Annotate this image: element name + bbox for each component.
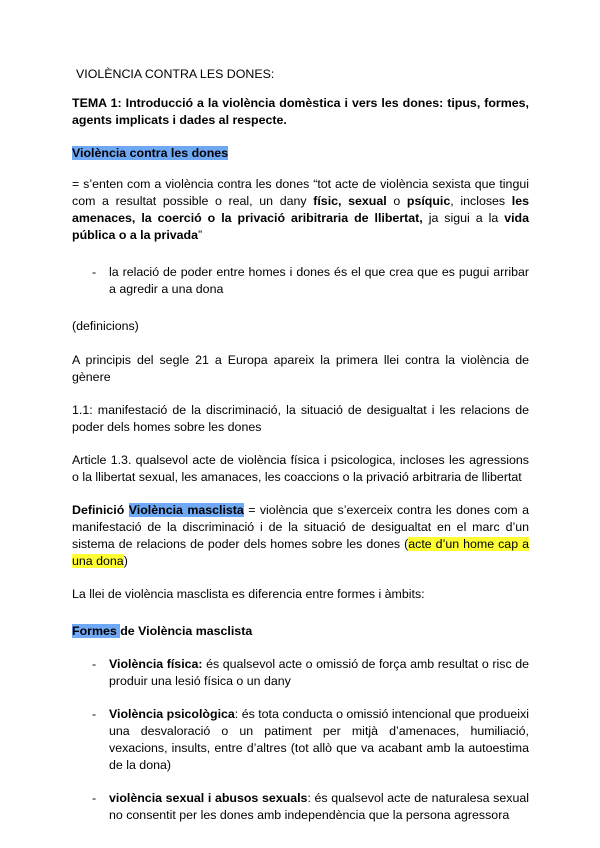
list-item (72, 656, 529, 690)
definition-text-3: , incloses (450, 194, 512, 208)
definition-paragraph (72, 176, 529, 244)
item-text: és qualsevol acte o omissió de força amb resultat o risc de produir una lesió física o un dany (109, 657, 529, 688)
principis-paragraph: A principis del segle 21 a Europa apareix la primera llei contra la violència de gènere (72, 353, 529, 384)
yellow-highlight: acte d’un home cap a una dona (72, 537, 529, 568)
definicio-paragraph (72, 502, 529, 570)
definition-text-4: ja sigui a la (422, 211, 505, 225)
formes-rest: de Violència masclista (120, 624, 253, 638)
item-text: : és qualsevol acte de naturalesa sexual no consentit per les dones amb independència que la persona agressora (109, 791, 529, 822)
item-term: violència sexual i abusos sexuals (109, 791, 308, 805)
formes-heading (72, 623, 529, 640)
definition-bold-2: psíquic (406, 194, 451, 208)
article-1-3-paragraph: Article 1.3. qualsevol acte de violència física i psicologica, incloses les agressions o la llibertat sexual, les amanaces, les coaccions o la privació arbitraria de llibertat (72, 453, 529, 484)
topic-title: TEMA 1: Introducció a la violència domèstica i vers les dones: tipus, formes, agents implicats i dades al respecte. (72, 96, 529, 127)
section-1-1-paragraph: 1.1: manifestació de la discriminació, la situació de desigualtat i les relacions de poder dels homes sobre les dones (72, 403, 529, 434)
document-heading: VIOLÈNCIA CONTRA LES DONES: (76, 67, 275, 81)
list-item (72, 706, 529, 774)
bullet-dash: - (92, 791, 97, 805)
bullet-dash: - (92, 657, 97, 671)
definicio-highlight: Violència masclista (128, 503, 244, 517)
definition-text-1: = s’enten com a violència contra les dones “tot acte de violència sexista que tingui com a resultat possible o real, un dany (72, 177, 529, 208)
bullet-dash: - (92, 265, 97, 279)
definicio-label: Definició (72, 503, 125, 517)
item-term: Violència física: (109, 657, 203, 671)
section-heading-violencia (72, 145, 529, 162)
bullet-item-poder (72, 264, 529, 298)
highlighted-heading: Violència contra les dones (72, 146, 229, 160)
definicio-text: = violència que s’exerceix contra les dones com a manifestació de la discriminació i de la situació de desigualtat en el marc d’un sistema de relacions de poder dels homes sobre les dones ( (72, 503, 529, 551)
list-item (72, 790, 529, 824)
definition-bold-3: les amenaces, la coerció o la privació aribitraria de llibertat, (72, 194, 530, 225)
definition-bold-4: vida pública o a la privada (72, 211, 530, 242)
item-text: : és tota conducta o omissió intencional que produeixi una desvaloració o un patiment per mitjà d’amenaces, humiliació, vexacions, insults, entre d’altres (tot allò que va acabant amb la autoestima de la dona) (109, 707, 529, 772)
bullet-text: la relació de poder entre homes i dones és el que crea que es pugui arribar a agredir a una dona (109, 265, 529, 296)
llei-paragraph: La llei de violència masclista es diferencia entre formes i àmbits: (72, 587, 425, 601)
definicio-end: ) (123, 554, 128, 568)
item-term: Violència psicològica (109, 707, 235, 721)
bullet-dash: - (92, 707, 97, 721)
definition-bold-1: físic, sexual (313, 194, 387, 208)
definition-text-2: o (386, 194, 407, 208)
definicions-note: (definicions) (72, 319, 139, 333)
definition-text-5: ” (198, 228, 203, 242)
formes-highlight: Formes (72, 624, 121, 638)
